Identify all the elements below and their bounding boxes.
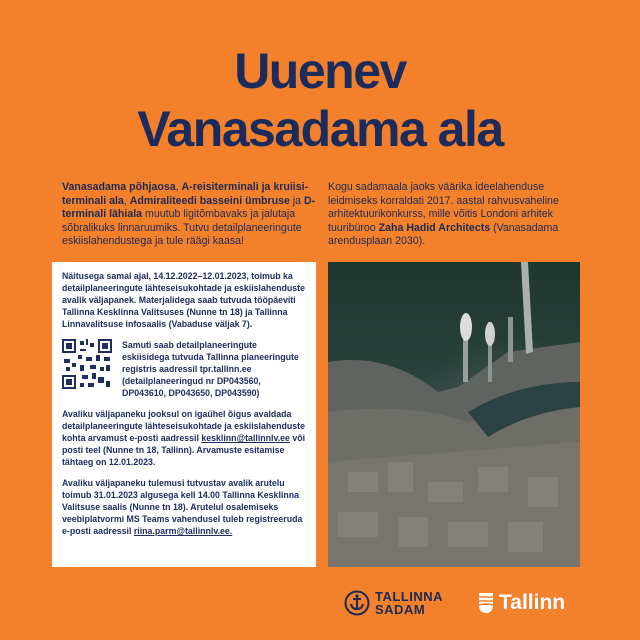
- tallinna-sadam-logo: [344, 590, 443, 616]
- title-line-2: Vanasadama ala: [137, 101, 503, 157]
- info-box: [52, 262, 316, 567]
- email-link-kesklinn[interactable]: kesklinn@tallinnlv.ee: [201, 433, 290, 443]
- logo-text: SADAM: [375, 602, 426, 617]
- harbour-illustration: [328, 262, 580, 567]
- text: ja: [289, 194, 304, 207]
- highlight: A-reisiterminali ja kruiisi-terminali ala: [62, 181, 309, 207]
- qr-code-icon[interactable]: [62, 339, 112, 389]
- tallinn-city-logo: [478, 591, 565, 615]
- email-link-riina[interactable]: riina.parm@tallinnlv.ee.: [133, 526, 233, 536]
- intro-left: [62, 181, 317, 249]
- exhibition-paragraph: Näitusega samal ajal, 14.12.2022–12.01.2023, toimub ka detailplaneeringute lähteseisukohtade ja eskiislahenduste avalik väljapanek. Materjalidega saab tutvuda tööpäeviti Tallinna Kesklinna Valitsuses (Nunne tn 18) ja Tallinna Linnavalitsuse infosaalis (Vabaduse väljak 7).: [62, 271, 305, 329]
- text: või posti teel (Nunne tn 18, Tallinn). Arvamuste esitamise tähtaeg on 12.01.2023.: [62, 433, 306, 467]
- highlight: Vanasadama põhjaosa: [62, 181, 176, 193]
- text: (Vanasadama arendusplaan 2030).: [328, 221, 559, 248]
- title-line-1: Uuenev: [234, 43, 406, 99]
- text: Avaliku väljapaneku tulemusi tutvustav avalik arutelu toimub 31.01.2023 algusega kell 14.00 Tallinna Kesklinna Valitsuse saalis (Nunne tn 18). Arutelul osalemiseks veebiplatvormi MS Teams vahendusel tuleb registreeruda e-posti aadressil: [62, 478, 303, 536]
- register-paragraph: Samuti saab detailplaneeringute eskiisidega tutvuda Tallinna planeeringute registris aadressil tpr.tallinn.ee (detailplaneeringud nr DP043560, DP043610, DP043650, DP043590): [122, 340, 299, 398]
- highlight: D-terminali lähiala: [62, 194, 316, 221]
- logo-text: Tallinn: [499, 591, 566, 614]
- page-title: [0, 42, 640, 158]
- feedback-paragraph: [62, 408, 306, 468]
- intro-right: [328, 181, 583, 249]
- discussion-paragraph: [62, 477, 306, 537]
- aerial-harbour-photo: [328, 262, 580, 567]
- text: muutub ligitõmbavaks ja jalutaja sõbralikuks linnaruumiks. Tutvu detailplaneeringute eskiislahendustega ja tule räägi kaasa!: [62, 208, 302, 248]
- text: ,: [175, 181, 182, 193]
- text: ,: [123, 194, 130, 207]
- highlight: Zaha Hadid Architects: [378, 221, 491, 234]
- text: Kogu sadamaala jaoks väärika ideelahenduse leidmiseks korraldati 2017. aastal rahvusvaheline arhitektuurikonkurss, mille võitis Londoni arhitek tuuribüroo: [328, 181, 559, 234]
- anchor-icon: [344, 590, 370, 616]
- highlight: Admiraliteedi basseini ümbruse: [129, 194, 290, 207]
- logo-text: TALLINNA: [375, 589, 444, 604]
- tallinn-crest-icon: [478, 592, 494, 614]
- text: Avaliku väljapaneku jooksul on igaühel õigus avaldada detailplaneeringute lähteseisukohtade ja eskiislahenduste kohta arvamust e-posti aadressil: [62, 409, 305, 443]
